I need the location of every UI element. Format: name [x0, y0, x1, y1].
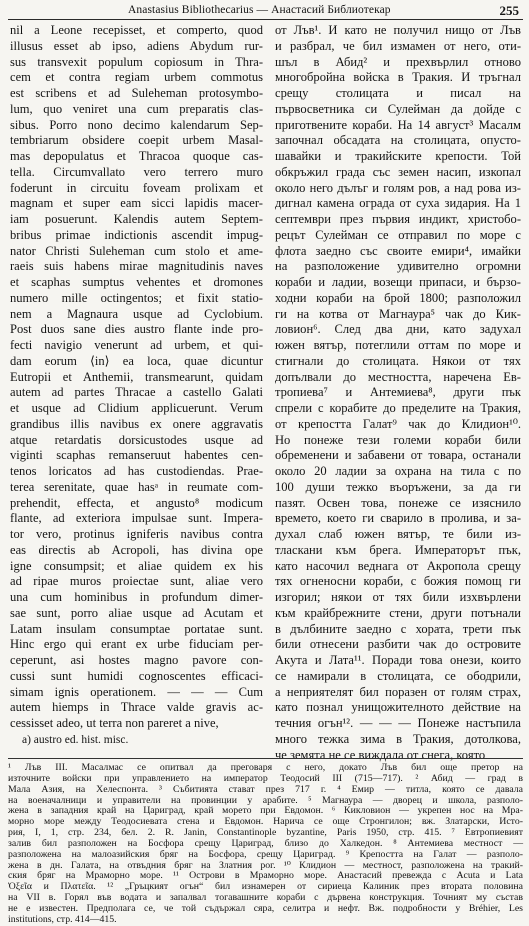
latin-text-line: lum, quo veniret una cum preparatis clas-: [10, 101, 263, 116]
latin-text-line: sus transvexit populum copiosum in Thra-: [10, 54, 263, 69]
latin-text-line: et scaphas sumptus vehentes et dromones: [10, 275, 263, 289]
latin-text-line: cussi sunt humidi cognoscentes efficaci-: [10, 668, 263, 683]
bulgarian-text-line: ги на котва от Магнаура⁵ чак до Кик-: [275, 306, 521, 321]
bulgarian-text-line: шъл в Абид² и прехвърлил отново: [275, 54, 521, 69]
latin-text-line: Post duos sane dies austro flante inde pro-: [10, 322, 263, 337]
bulgarian-text-line: около него дълъг и голям ров, а над рова из-: [275, 180, 521, 195]
footnote-line: залив бил разположен на Босфора срещу Цариград, близо до Халкедон. ⁸ Антемиева местност —: [8, 837, 523, 849]
bulgarian-text-line: обкръжил града със земен насип, изкопал: [275, 164, 521, 179]
latin-text-line: igne consumpsit; et aliae quidem ex his: [10, 558, 263, 573]
bulgarian-text-line: пазят. Освен това, понеже се изяснило: [275, 495, 521, 510]
latin-text-line: autem ad partes Thracae a castello Galati: [10, 385, 263, 400]
latin-text-line: foderunt in circuitu foveam prolixam et: [10, 180, 263, 195]
latin-text-line: atque retardatis dorsicustodes usque ad: [10, 432, 263, 447]
latin-text-line: illusus esset ab ipso, adiens Abydum rur-: [10, 38, 263, 53]
bulgarian-text-line: срещу столицата и писал на: [275, 86, 521, 100]
bulgarian-text-line: като насочил веднага от Акропола срещу: [275, 558, 521, 573]
latin-text-line: mas depopulatus et Thracoa quoque cas-: [10, 149, 263, 163]
bulgarian-text-line: от крепостта Галат⁹ чак до Клидион¹⁰.: [275, 416, 521, 431]
bulgarian-text-line: ловион⁶. След два дни, като задухал: [275, 322, 521, 337]
bulgarian-text-line: се намирали в столицата, се ободрили,: [275, 668, 521, 683]
footnote-line: ския бряг на Мраморно море. ¹¹ Острови в Мраморно море. Анастасий превежда с Acuta и Lata: [8, 870, 523, 882]
latin-text-line: sae sunt, porro aliae usque ad Acutam et: [10, 605, 263, 620]
bulgarian-text-line: към крайбрежните стени, други потънали: [275, 605, 521, 620]
bulgarian-text-line: тласкани към брега. Императорът пък,: [275, 542, 521, 557]
footnote-line: морно море между Теодосиевата стена и Евдомон. Нарича се още Стронгилон; вж. Златарски, Исто-: [8, 816, 523, 828]
bulgarian-text-line: южен вятър, потеглили оттам по море и: [275, 338, 521, 352]
latin-text-line: nator Christi Suleheman cum stolo et ame-: [10, 243, 263, 258]
latin-text-line: Latam insulam consumptae portatae sunt.: [10, 621, 263, 636]
bulgarian-text-line: 100 души тежко въоръжени, за да ги: [275, 479, 521, 494]
latin-text-line: Hinc ergo qui erant ex urbe fiduciam per-: [10, 637, 263, 652]
running-header: [8, 3, 523, 20]
footnote-line: на VII в. Горял във водата и запалвал тогавашните кораби с дървена конструкция. Точният му състав: [8, 892, 523, 904]
latin-text-line: magnam et super eam sicci lapidis macer-: [10, 196, 263, 211]
bulgarian-text-line: от Лъв¹. И като не получил нищо от Лъв: [275, 23, 521, 37]
latin-text-line: eas directis ab Acropoli, has divina ope: [10, 542, 263, 557]
bulgarian-text-line: тропиева⁷ и Антемиева⁸, други пък: [275, 385, 521, 400]
footnote-line: източните войски при управлението на император Теодосий III (715—717). ² Абид — град в: [8, 772, 523, 784]
bulgarian-text-line: ходни кораби на брой 1800; разположил: [275, 290, 521, 305]
latin-text-line: autem hiemps in Thrace valde gravis ac-: [10, 700, 263, 715]
latin-text-line: numero mille octingentos; et fixit statio-: [10, 290, 263, 305]
bulgarian-text-line: допълвали до местността, наречена Ев-: [275, 369, 521, 384]
bulgarian-text-line: че земята не се виждала от снега, която: [275, 747, 486, 762]
bulgarian-text-line: Акута и Лата¹¹. Поради това онези, които: [275, 653, 521, 667]
latin-text-line: viginti scaphas remanseruut habentes cen-: [10, 448, 263, 463]
footnotes: [8, 763, 523, 926]
latin-text-line: tella. Circumvallato vero terrero muro: [10, 164, 263, 179]
bulgarian-text-line: рецът Сулейман се отправил по море с: [275, 227, 521, 242]
latin-text-line: ad ripae muros proiectae sunt, aliae vero: [10, 574, 263, 589]
footnote-rule: [8, 758, 523, 759]
bulgarian-text-line: и разбрал, че бил измамен от него, оти-: [275, 38, 521, 53]
latin-text-line: nil a Leone recepisset, et comperto, quod: [10, 23, 263, 37]
bulgarian-translation-column: [275, 23, 521, 763]
footnote-line: institutions, стр. 414—415.: [8, 913, 117, 925]
bulgarian-text-line: започнал обсадата на столицата, опусто-: [275, 133, 521, 148]
bulgarian-text-line: обременени и забавени от товара, останали: [275, 448, 521, 463]
bulgarian-text-line: изгорил; някои от тях били изхвърлени: [275, 590, 521, 604]
footnote-line: жена в дн. Галата, на отвъдния бряг на Златния рог. ¹⁰ Клидион — местност, разположена на тракий-: [8, 859, 523, 871]
bulgarian-text-line: многобройна войска в Тракия. И тръгнал: [275, 70, 521, 85]
latin-text-line: cessisset adeo, ut terra non pareret a nive,: [10, 716, 219, 730]
latin-text-line: fecti navigio venerunt ad urbem, et qui-: [10, 338, 263, 352]
bulgarian-text-line: Но понеже тези големи кораби били: [275, 432, 521, 447]
latin-text-line: tor vero, protinus igniferis navibus contra: [10, 527, 263, 541]
latin-text-line: tenos loricatos ad has custodiendas. Prae-: [10, 464, 263, 478]
footnote-line: не е известен. Предполага се, че той съдържал сяра, селитра и нефт. Вж. подробности у Bréhier, Les: [8, 902, 523, 914]
footnote-line: Мала Азия, на Хелеспонта. ³ Събитията стават през 717 г. ⁴ Емир — титла, която се давала: [8, 783, 523, 795]
bulgarian-text-line: кораби и ладии, возещи припаси, и бързо-: [275, 275, 521, 289]
bulgarian-text-line: духал слаб южен вятър, те били из-: [275, 527, 521, 541]
latin-text-line: cem et contra regiam urbem commotus: [10, 70, 263, 85]
latin-text-line: Eutropii et Anthemii, transmearunt, quidam: [10, 369, 263, 384]
latin-text-line: est scribens et ad Suleheman protosymbo-: [10, 86, 263, 100]
bulgarian-text-line: времето, което ги сварило в пролива, и за-: [275, 511, 521, 526]
bulgarian-text-line: тях огненосни кораби, с божия помощ ги: [275, 574, 521, 589]
latin-text-column: [10, 23, 263, 732]
bulgarian-text-line: първосветника си Сулейман да дойде с: [275, 101, 521, 116]
latin-text-line: prehendit, effecta, et angusto⁸ modicum: [10, 495, 263, 510]
bulgarian-text-line: флота заедно със своите емири⁴, имайки: [275, 243, 521, 258]
footnote-line: на военачалници и управители на провинции у арабите. ⁵ Магнаура — дворец и школа, разполо-: [8, 794, 523, 806]
apparatus-note: a) austro ed. hist. misc.: [22, 734, 129, 746]
bulgarian-text-line: на разположение удивително огромни: [275, 259, 521, 274]
bulgarian-text-line: спрели с корабите до пределите на Тракия,: [275, 401, 521, 415]
bulgarian-text-line: като познал унищожителното действие на: [275, 700, 521, 715]
bulgarian-text-line: много тежка зима в Тракия, дотолкова,: [275, 731, 521, 746]
bulgarian-text-line: шавайки и тракийските крепости. Той: [275, 149, 521, 163]
footnote-line: жена в западния край на Цариград, край морето при Евдомон. ⁶ Кикловион — укрепен нос на Мра-: [8, 805, 523, 817]
latin-text-line: tembriarum obsidere coepit urbem Masal-: [10, 133, 263, 148]
footnote-line: ¹ Лъв III. Масалмас се опитвал да преговаря с него, докато Лъв бил още претор на: [8, 762, 523, 773]
latin-text-line: terea serenitate, quae hasᵃ in reumate com-: [10, 479, 263, 494]
bulgarian-text-line: а неприятелят бил поразен от голям страх,: [275, 684, 521, 699]
bulgarian-text-line: били отнесени разбити чак до островите: [275, 637, 521, 652]
footnote-line: Ὀξεῖα и Πλατεῖα. ¹² „Гръцкият огън“ бил изнамерен от сириеца Калиник през втората половина: [8, 881, 523, 893]
latin-text-line: nem a Magnaura usque ad Cyclobium.: [10, 306, 263, 321]
latin-text-line: grandibus illis navibus ex onere aggravatis: [10, 416, 263, 431]
latin-text-line: una cum hominibus in profundum dimer-: [10, 590, 263, 604]
latin-text-line: et usque ad Clidium applicuerunt. Verum: [10, 401, 263, 415]
bulgarian-text-line: около 20 ладии за охрана на тила с по: [275, 464, 521, 478]
footnote-line: разположена на малоазийския бряг на Босфора, срещу Цариград. ⁹ Крепостта на Галат — разполо-: [8, 848, 523, 860]
bulgarian-text-line: приготвените кораби. На 14 август³ Масалм: [275, 117, 521, 132]
latin-text-line: raeis suis habens mirae magnitudinis naves: [10, 259, 263, 274]
page-number: 255: [499, 3, 519, 18]
running-title: Anastasius Bibliothecarius — Анастасий Библиотекар: [128, 4, 391, 16]
latin-text-line: flante, ad exteriora impulsae sunt. Impera-: [10, 511, 263, 526]
bulgarian-text-line: дигнал камена ограда от суха зидария. На 1: [275, 196, 521, 211]
latin-text-line: ceperunt, asi hostes magno pavore con-: [10, 653, 263, 667]
latin-text-line: sibus. Porro nono decimo kalendarum Sep-: [10, 117, 263, 132]
bulgarian-text-line: септември през първия индикт, христобо-: [275, 212, 521, 226]
bulgarian-text-line: стигнали до столицата. Някои от тях: [275, 353, 521, 368]
latin-text-line: iam posuerunt. Kalendis autem Septem-: [10, 212, 263, 226]
footnote-line: рия, I, 1, стр. 234, бел. 2. R. Janin, Constantinople byzantine, Paris 1950, стр. 415. ⁷ Евтропиевият: [8, 827, 523, 839]
latin-text-line: dam eorum ⟨in⟩ ea loca, quae dicuntur: [10, 353, 263, 368]
bulgarian-text-line: течния огън¹². — — — Понеже настъпила: [275, 716, 521, 730]
latin-text-line: simam ignis operationem. — — — Cum: [10, 684, 263, 699]
latin-text-line: bribus primae indictionis ascendit impug-: [10, 227, 263, 242]
bulgarian-text-line: в дълбините заедно с хората, трети пък: [275, 621, 521, 636]
